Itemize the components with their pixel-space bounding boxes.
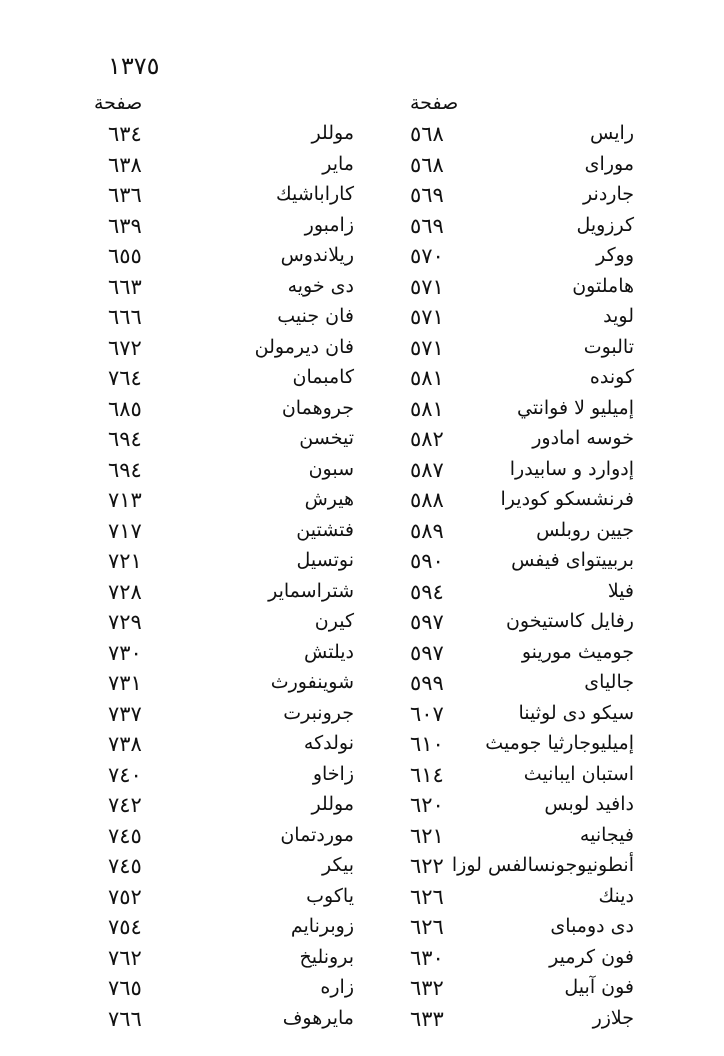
- right-page-number: ٥٩٧: [410, 610, 444, 634]
- right-page-number: ٥٩٠: [410, 549, 444, 573]
- right-name: كونده: [589, 366, 634, 388]
- left-page-number: ٦٨٥: [108, 396, 142, 421]
- left-name: فان ديرمولن: [254, 335, 354, 358]
- right-page-number: ٥٩٤: [410, 579, 444, 604]
- left-name: ماير: [322, 152, 354, 175]
- table-row: [0, 822, 724, 853]
- table-row: [0, 1005, 724, 1036]
- table-row: [0, 700, 724, 731]
- right-page-column-header: صفحة: [410, 92, 459, 114]
- left-name: فتشتين: [296, 518, 354, 541]
- table-row: [0, 364, 724, 395]
- left-page-number: ٧٣١: [108, 671, 142, 695]
- right-name: لويد: [603, 305, 634, 327]
- right-name: تالبوت: [583, 335, 634, 358]
- left-page-number: ٧٥٢: [108, 884, 142, 909]
- left-page-number: ٧٤٥: [108, 823, 142, 848]
- right-page-number: ٦٣٣: [410, 1006, 444, 1031]
- left-page-number: ٦٣٩: [108, 213, 142, 238]
- right-name: إدوارد و سابيدرا: [509, 457, 634, 480]
- right-page-number: ٥٦٨: [410, 152, 444, 177]
- right-page-number: ٥٨٧: [410, 457, 444, 482]
- left-name: هيرش: [304, 488, 354, 510]
- left-page-number: ٧١٧: [108, 518, 142, 543]
- left-name: نولدكه: [303, 732, 354, 754]
- right-name: دافيد لوبس: [544, 793, 634, 815]
- right-page-number: ٥٨١: [410, 396, 444, 421]
- left-name: ديلتش: [304, 640, 354, 663]
- left-page-number: ٧٢٨: [108, 579, 142, 604]
- right-name: رفايل كاستيخون: [505, 610, 634, 632]
- table-row: [0, 578, 724, 609]
- right-name: جوميث مورينو: [521, 640, 634, 663]
- table-row: [0, 425, 724, 456]
- right-name: أنطونيوجونسالفس لوزا: [451, 854, 634, 876]
- right-name: فيجانيه: [579, 823, 634, 846]
- table-row: [0, 486, 724, 517]
- right-name: فرنشسكو كوديرا: [500, 488, 634, 510]
- right-page-number: ٦٢٠: [410, 793, 444, 817]
- right-name: ووكر: [596, 244, 634, 266]
- right-page-number: ٦١٤: [410, 762, 444, 787]
- left-name: شوينفورث: [270, 671, 354, 693]
- left-name: نوتسيل: [296, 549, 354, 571]
- right-name: فون آبيل: [564, 976, 634, 998]
- left-name: بيكر: [322, 854, 354, 876]
- right-page-number: ٦٢١: [410, 823, 444, 848]
- left-name: شتراسماير: [268, 579, 354, 602]
- left-name: زامبور: [304, 213, 354, 236]
- left-page-number: ٧٤٥: [108, 854, 142, 878]
- right-name: استبان ايبانيث: [523, 762, 634, 785]
- left-name: زاخاو: [312, 762, 354, 785]
- left-page-number: ٧٤٠: [108, 762, 142, 787]
- right-page-number: ٥٨٨: [410, 488, 444, 512]
- left-page-number: ٦٩٤: [108, 457, 142, 482]
- left-page-number: ٧٥٤: [108, 915, 142, 939]
- left-page-number: ٧٣٨: [108, 732, 142, 756]
- table-row: [0, 334, 724, 365]
- table-row: [0, 547, 724, 578]
- right-name: دينك: [598, 884, 634, 907]
- left-page-number: ٧٦٥: [108, 976, 142, 1000]
- right-name: سيكو دى لوثينا: [518, 701, 634, 724]
- right-name: موراى: [584, 152, 634, 175]
- left-page-number: ٦٣٤: [108, 122, 142, 146]
- right-name: فيلا: [607, 579, 634, 602]
- left-name: موللر: [311, 122, 354, 144]
- right-page-number: ٦٢٦: [410, 884, 444, 909]
- table-row: [0, 883, 724, 914]
- right-page-number: ٦٣٠: [410, 945, 444, 970]
- right-name: جاردنر: [583, 183, 634, 205]
- right-page-number: ٦٣٢: [410, 976, 444, 1000]
- right-name: إميليو لا فوانتي: [517, 396, 634, 419]
- table-row: [0, 212, 724, 243]
- left-name: موردتمان: [280, 823, 354, 846]
- index-table: [0, 120, 724, 1035]
- left-name: زوبرنايم: [290, 915, 354, 937]
- right-page-number: ٥٧١: [410, 305, 444, 329]
- left-name: تيخسن: [299, 427, 354, 449]
- right-page-number: ٦٢٦: [410, 915, 444, 939]
- right-page-number: ٦٢٢: [410, 854, 444, 878]
- right-page-number: ٥٦٩: [410, 213, 444, 238]
- table-row: [0, 913, 724, 944]
- right-page-number: ٥٩٧: [410, 640, 444, 665]
- left-name: دى خويه: [287, 274, 354, 297]
- left-name: برونليخ: [299, 945, 354, 968]
- left-name: جروهمان: [281, 396, 354, 419]
- left-page-number: ٧١٣: [108, 488, 142, 512]
- table-row: [0, 120, 724, 151]
- left-name: كامبمان: [292, 366, 354, 388]
- table-row: [0, 303, 724, 334]
- right-name: جلازر: [592, 1006, 634, 1029]
- right-name: دى دومباى: [550, 915, 634, 937]
- left-page-number: ٦٩٤: [108, 427, 142, 451]
- table-row: [0, 181, 724, 212]
- table-row: [0, 669, 724, 700]
- left-name: زاره: [320, 976, 354, 998]
- table-row: [0, 761, 724, 792]
- right-page-number: ٥٦٨: [410, 122, 444, 146]
- right-page-number: ٦٠٧: [410, 701, 444, 726]
- left-page-number: ٧٤٢: [108, 793, 142, 817]
- left-page-number: ٧٢٩: [108, 610, 142, 634]
- table-row: [0, 517, 724, 548]
- right-page-number: ٦١٠: [410, 732, 444, 756]
- left-page-number: ٦٣٨: [108, 152, 142, 177]
- right-name: رايس: [590, 122, 634, 144]
- table-row: [0, 395, 724, 426]
- table-row: [0, 944, 724, 975]
- left-name: فان جنيب: [277, 305, 354, 327]
- page-number: ١٣٧٥: [108, 52, 160, 80]
- left-page-number: ٦٧٢: [108, 335, 142, 360]
- right-name: كرزويل: [576, 213, 634, 236]
- left-name: كيرن: [314, 610, 354, 632]
- left-page-number: ٦٥٥: [108, 244, 142, 268]
- left-page-number: ٦٦٣: [108, 274, 142, 299]
- right-page-number: ٥٦٩: [410, 183, 444, 207]
- right-name: هاملتون: [572, 274, 634, 297]
- table-row: [0, 639, 724, 670]
- left-name: سبون: [308, 457, 354, 480]
- right-page-number: ٥٨٩: [410, 518, 444, 543]
- table-row: [0, 791, 724, 822]
- right-name: بربييتواى فيفس: [511, 549, 634, 571]
- left-page-number: ٦٣٦: [108, 183, 142, 207]
- right-page-number: ٥٧١: [410, 274, 444, 299]
- table-row: [0, 242, 724, 273]
- table-row: [0, 608, 724, 639]
- table-row: [0, 151, 724, 182]
- right-name: جيين روبلس: [536, 518, 634, 541]
- left-page-number: ٧٣٧: [108, 701, 142, 726]
- right-page-number: ٥٨١: [410, 366, 444, 390]
- left-name: مايرهوف: [282, 1006, 354, 1029]
- left-name: ياكوب: [306, 884, 354, 907]
- left-page-number: ٧٣٠: [108, 640, 142, 665]
- table-row: [0, 456, 724, 487]
- table-row: [0, 273, 724, 304]
- left-page-number: ٦٦٦: [108, 305, 142, 329]
- right-name: جالياى: [584, 671, 634, 693]
- left-name: جرونبرت: [283, 701, 354, 724]
- right-page-number: ٥٨٢: [410, 427, 444, 451]
- right-page-number: ٥٧١: [410, 335, 444, 360]
- table-row: [0, 730, 724, 761]
- table-row: [0, 974, 724, 1005]
- left-page-column-header: صفحة: [94, 92, 143, 114]
- left-name: موللر: [311, 793, 354, 815]
- right-name: خوسه امادور: [532, 427, 634, 449]
- right-name: فون كرمير: [549, 945, 634, 968]
- table-row: [0, 852, 724, 883]
- left-page-number: ٧٦٤: [108, 366, 142, 390]
- left-page-number: ٧٦٦: [108, 1006, 142, 1031]
- right-name: إميليوجارثيا جوميث: [485, 732, 634, 754]
- left-page-number: ٧٦٢: [108, 945, 142, 970]
- left-name: كاراباشيك: [275, 183, 354, 205]
- left-name: ريلاندوس: [280, 244, 354, 266]
- right-page-number: ٥٧٠: [410, 244, 444, 268]
- left-page-number: ٧٢١: [108, 549, 142, 573]
- right-page-number: ٥٩٩: [410, 671, 444, 695]
